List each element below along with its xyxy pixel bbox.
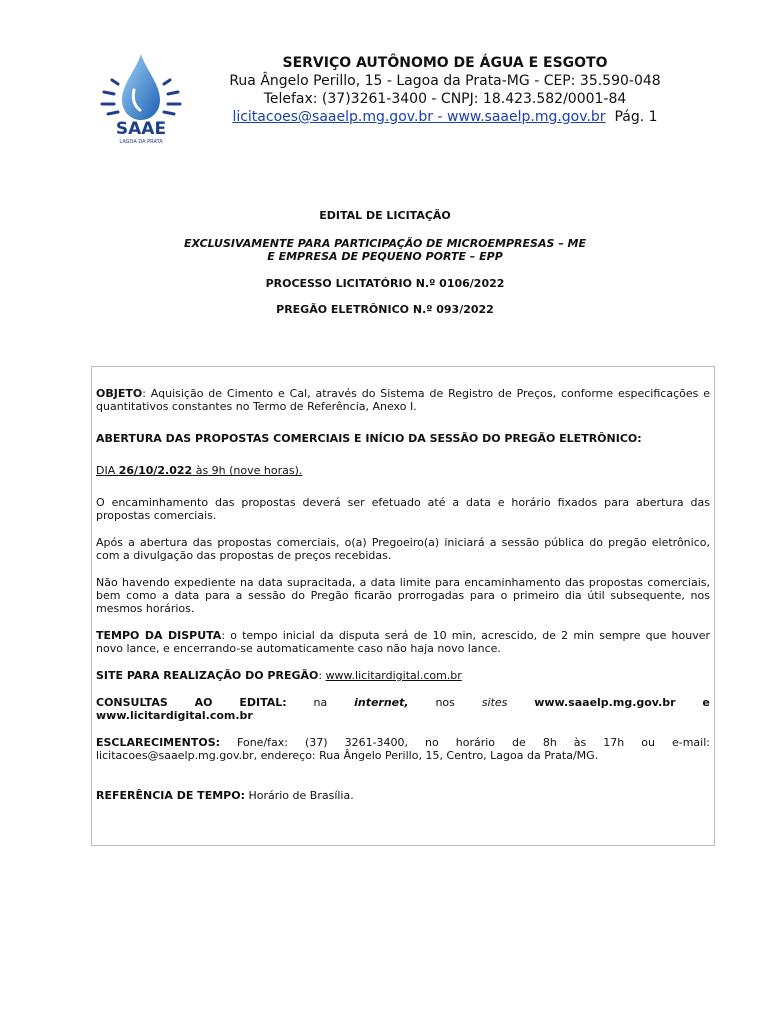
referencia-paragraph	[96, 789, 710, 802]
abertura-heading: ABERTURA DAS PROPOSTAS COMERCIAIS E INÍCIO DA SESSÃO DO PREGÃO ELETRÔNICO:	[96, 432, 642, 445]
esclarecimentos-label: ESCLARECIMENTOS:	[96, 736, 221, 749]
summary-box	[91, 366, 715, 846]
referencia-label: REFERÊNCIA DE TEMPO:	[96, 789, 245, 802]
site-label: SITE PARA REALIZAÇÃO DO PREGÃO	[96, 669, 319, 682]
objeto-label: OBJETO	[96, 387, 143, 400]
consultas-word: sites	[481, 696, 508, 709]
dia-date: 26/10/2.022	[118, 464, 193, 477]
consultas-word: na	[313, 696, 328, 709]
address-line: Rua Ângelo Perillo, 15 - Lagoa da Prata-MG - CEP: 35.590-048	[229, 73, 661, 89]
consultas-word: CONSULTAS	[96, 696, 168, 709]
saae-logo	[88, 50, 194, 146]
page-number: Pág. 1	[614, 109, 658, 125]
site-value-link[interactable]: www.licitardigital.com.br	[325, 669, 462, 682]
exclusive-line-2: E EMPRESA DE PEQUENO PORTE – EPP	[267, 250, 503, 263]
org-name: SERVIÇO AUTÔNOMO DE ÁGUA E ESGOTO	[282, 55, 608, 71]
site-sep: :	[318, 669, 326, 682]
encaminhamento-paragraph: O encaminhamento das propostas deverá ser efetuado até a data e horário fixados para abertura das propostas comerciais.	[96, 496, 710, 522]
sessao-paragraph: Após a abertura das propostas comerciais, o(a) Pregoeiro(a) iniciará a sessão pública do pregão eletrônico, com a divulgação das propostas de preços recebidas.	[96, 536, 710, 562]
consultas-word: EDITAL:	[239, 696, 287, 709]
consultas-word: internet,	[354, 696, 409, 709]
esclarecimentos-text: Fone/fax: (37) 3261-3400, no horário de 8h às 17h ou e-mail: licitacoes@saaelp.mg.gov.br, endereço: Rua Ângelo Perillo, 15, Centro, Lagoa da Prata/MG.	[96, 736, 710, 762]
tempo-text: : o tempo inicial da disputa será de 10 min, acrescido, de 2 min sempre que houver novo lance, e encerrando-se automaticamente caso não haja novo lance.	[96, 629, 710, 655]
logo-text: SAAE	[115, 119, 167, 139]
email-link[interactable]: licitacoes@saaelp.mg.gov.br	[232, 109, 434, 125]
dia-prefix: DIA	[96, 464, 119, 477]
site-link[interactable]: www.saaelp.mg.gov.br	[447, 109, 606, 125]
consultas-line	[96, 696, 710, 709]
tempo-label: TEMPO DA DISPUTA	[96, 629, 222, 642]
pregao-number: PREGÃO ELETRÔNICO N.º 093/2022	[276, 303, 494, 316]
esclarecimentos-paragraph	[96, 736, 710, 762]
dia-line	[96, 464, 710, 477]
consultas-line-2[interactable]: www.licitardigital.com.br	[96, 709, 253, 722]
contact-line	[200, 108, 690, 126]
phone-line: Telefax: (37)3261-3400 - CNPJ: 18.423.582/0001-84	[263, 91, 627, 107]
consultas-site[interactable]: www.saaelp.mg.gov.br	[534, 696, 676, 709]
tempo-paragraph	[96, 629, 710, 655]
consultas-word: e	[702, 696, 710, 709]
objeto-paragraph	[96, 387, 710, 413]
site-paragraph	[96, 669, 710, 682]
referencia-text: Horário de Brasília.	[244, 789, 354, 802]
dia-suffix: às 9h (nove horas).	[192, 464, 303, 477]
logo-subtext: LAGOA DA PRATA	[119, 139, 163, 145]
water-drop-icon	[88, 50, 194, 146]
exclusive-line-1: EXCLUSIVAMENTE PARA PARTICIPAÇÃO DE MICROEMPRESAS – ME	[183, 237, 587, 250]
letterhead	[200, 54, 690, 126]
edital-title: EDITAL DE LICITAÇÃO	[319, 209, 451, 222]
consultas-word: nos	[435, 696, 455, 709]
expediente-paragraph: Não havendo expediente na data supracitada, a data limite para encaminhamento das propostas comerciais, bem como a data para a sessão do Pregão ficarão prorrogadas para o primeiro dia útil subsequente, nos mesmos horários.	[96, 576, 710, 615]
objeto-text: : Aquisição de Cimento e Cal, através do Sistema de Registro de Preços, conforme especificações e quantitativos constantes no Termo de Referência, Anexo I.	[96, 387, 710, 413]
consultas-word: AO	[194, 696, 213, 709]
link-separator[interactable]: -	[433, 109, 448, 125]
processo-number: PROCESSO LICITATÓRIO N.º 0106/2022	[265, 277, 505, 290]
